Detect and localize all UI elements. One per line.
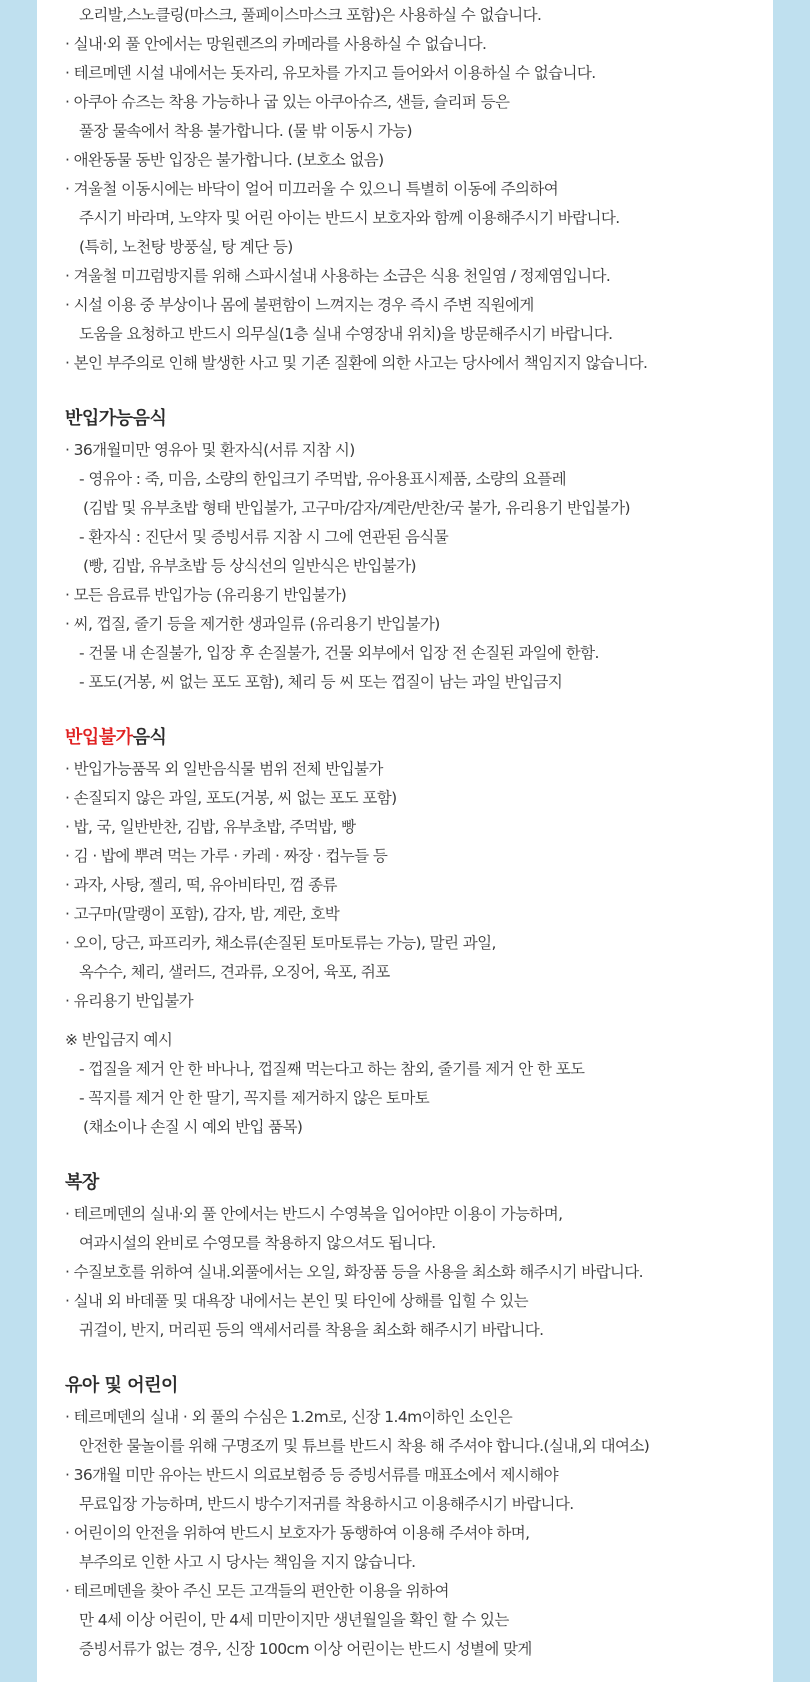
- notice-line: - 환자식 : 진단서 및 증빙서류 지참 시 그에 연관된 음식물: [79, 528, 449, 546]
- notice-line: · 애완동물 동반 입장은 불가합니다. (보호소 없음): [65, 151, 384, 169]
- notice-line: · 실내 외 바데풀 및 대욕장 내에서는 본인 및 타인에 상해를 입힐 수 있는: [65, 1292, 529, 1310]
- notice-line: · 테르메덴을 찾아 주신 모든 고객들의 편안한 이용을 위하여: [65, 1582, 449, 1600]
- banned-example-title: ※ 반입금지 예시: [65, 1031, 173, 1049]
- notice-line: - 영유아 : 죽, 미음, 소량의 한입크기 주먹밥, 유아용표시제품, 소량의 요플레: [79, 470, 567, 488]
- notice-line: · 씨, 껍질, 줄기 등을 제거한 생과일류 (유리용기 반입불가): [65, 615, 440, 633]
- notice-line: 주시기 바라며, 노약자 및 어린 아이는 반드시 보호자와 함께 이용해주시기 바랍니다.: [79, 209, 620, 227]
- notice-line: · 아쿠아 슈즈는 착용 가능하나 굽 있는 아쿠아슈즈, 샌들, 슬리퍼 등은: [65, 93, 510, 111]
- notice-line: - 포도(거봉, 씨 없는 포도 포함), 체리 등 씨 또는 껍질이 남는 과일 반입금지: [79, 673, 563, 691]
- notice-line: 증빙서류가 없는 경우, 신장 100cm 이상 어린이는 반드시 성별에 맞게: [79, 1640, 532, 1658]
- notice-line: · 어린이의 안전을 위하여 반드시 보호자가 동행하여 이용해 주셔야 하며,: [65, 1524, 530, 1542]
- notice-line: (채소이나 손질 시 예외 반입 품목): [83, 1118, 303, 1136]
- notice-line: - 껍질을 제거 안 한 바나나, 껍질째 먹는다고 하는 참외, 줄기를 제거 안 한 포도: [79, 1060, 585, 1078]
- notice-line: · 김 · 밥에 뿌려 먹는 가루 · 카레 · 짜장 · 컵누들 등: [65, 847, 388, 865]
- allowed-food-list: [65, 436, 763, 697]
- notice-line: · 겨울철 이동시에는 바닥이 얼어 미끄러울 수 있으니 특별히 이동에 주의하여: [65, 180, 559, 198]
- notice-line: · 오이, 당근, 파프리카, 채소류(손질된 토마토류는 가능), 말린 과일,: [65, 934, 496, 952]
- notice-line: 풀장 물속에서 착용 불가합니다. (물 밖 이동시 가능): [79, 122, 412, 140]
- notice-line: · 밥, 국, 일반반찬, 김밥, 유부초밥, 주먹밥, 빵: [65, 818, 356, 836]
- notice-line: · 겨울철 미끄럼방지를 위해 스파시설내 사용하는 소금은 식용 천일염 / 정제염입니다.: [65, 267, 611, 285]
- notice-line: · 본인 부주의로 인해 발생한 사고 및 기존 질환에 의한 사고는 당사에서 책임지지 않습니다.: [65, 354, 648, 372]
- banned-example-list: [65, 1055, 763, 1142]
- banned-food-heading: [65, 721, 763, 755]
- notice-card: [37, 0, 773, 1682]
- notice-line: - 건물 내 손질불가, 입장 후 손질불가, 건물 외부에서 입장 전 손질된 과일에 한함.: [79, 644, 599, 662]
- notice-line: (특히, 노천탕 방풍실, 탕 계단 등): [79, 238, 293, 256]
- notice-line: · 반입가능품목 외 일반음식물 범위 전체 반입불가: [65, 760, 383, 778]
- notice-line: (김밥 및 유부초밥 형태 반입불가, 고구마/감자/계란/반찬/국 불가, 유리용기 반입불가): [83, 499, 630, 517]
- notice-line: 무료입장 가능하며, 반드시 방수기저귀를 착용하시고 이용해주시기 바랍니다.: [79, 1495, 574, 1513]
- notice-line: · 과자, 사탕, 젤리, 떡, 유아비타민, 껌 종류: [65, 876, 337, 894]
- notice-line: · 실내·외 풀 안에서는 망원렌즈의 카메라를 사용하실 수 없습니다.: [65, 35, 487, 53]
- dress-heading: 복장: [65, 1172, 99, 1193]
- notice-line: 도움을 요청하고 반드시 의무실(1층 실내 수영장내 위치)을 방문해주시기 바랍니다.: [79, 325, 613, 343]
- notice-line: 부주의로 인한 사고 시 당사는 책임을 지지 않습니다.: [79, 1553, 416, 1571]
- notice-line: · 테르메덴의 실내·외 풀 안에서는 반드시 수영복을 입어야만 이용이 가능하며,: [65, 1205, 563, 1223]
- notice-line: · 고구마(말랭이 포함), 감자, 밤, 계란, 호박: [65, 905, 340, 923]
- notice-line: 오리발,스노클링(마스크, 풀페이스마스크 포함)은 사용하실 수 없습니다.: [79, 6, 542, 24]
- notice-line: (빵, 김밥, 유부초밥 등 상식선의 일반식은 반입불가): [83, 557, 416, 575]
- banned-food-list: [65, 755, 763, 1016]
- notice-line: 귀걸이, 반지, 머리핀 등의 액세서리를 착용을 최소화 해주시기 바랍니다.: [79, 1321, 544, 1339]
- notice-line: · 36개월미만 영유아 및 환자식(서류 지참 시): [65, 441, 355, 459]
- notice-line: · 테르메덴 시설 내에서는 돗자리, 유모차를 가지고 들어와서 이용하실 수 없습니다.: [65, 64, 596, 82]
- notice-line: 안전한 물놀이를 위해 구명조끼 및 튜브를 반드시 착용 해 주셔야 합니다.(실내,외 대여소): [79, 1437, 650, 1455]
- notice-line: · 모든 음료류 반입가능 (유리용기 반입불가): [65, 586, 347, 604]
- banned-food-heading-emphasis: 반입불가: [65, 727, 133, 748]
- notice-line: 옥수수, 체리, 샐러드, 견과류, 오징어, 육포, 쥐포: [79, 963, 390, 981]
- notice-line: 여과시설의 완비로 수영모를 착용하지 않으셔도 됩니다.: [79, 1234, 436, 1252]
- notice-line: · 테르메덴의 실내 · 외 풀의 수심은 1.2m로, 신장 1.4m이하인 소인은: [65, 1408, 513, 1426]
- banned-food-heading-rest: 음식: [132, 727, 167, 748]
- notice-line: - 꼭지를 제거 안 한 딸기, 꼭지를 제거하지 않은 토마토: [79, 1089, 430, 1107]
- notice-line: · 손질되지 않은 과일, 포도(거봉, 씨 없는 포도 포함): [65, 789, 397, 807]
- notice-line: · 유리용기 반입불가: [65, 992, 193, 1010]
- allowed-food-heading: 반입가능음식: [65, 408, 167, 429]
- children-heading: 유아 및 어린이: [65, 1375, 178, 1396]
- caution-section: [65, 1, 763, 378]
- notice-line: · 36개월 미만 유아는 반드시 의료보험증 등 증빙서류를 매표소에서 제시해야: [65, 1466, 558, 1484]
- children-list: [65, 1403, 763, 1664]
- dress-list: [65, 1200, 763, 1345]
- notice-line: · 시설 이용 중 부상이나 몸에 불편함이 느껴지는 경우 즉시 주변 직원에게: [65, 296, 534, 314]
- notice-content: [65, 1, 763, 1664]
- notice-line: · 수질보호를 위하여 실내.외풀에서는 오일, 화장품 등을 사용을 최소화 해주시기 바랍니다.: [65, 1263, 644, 1281]
- notice-line: 만 4세 이상 어린이, 만 4세 미만이지만 생년월일을 확인 할 수 있는: [79, 1611, 509, 1629]
